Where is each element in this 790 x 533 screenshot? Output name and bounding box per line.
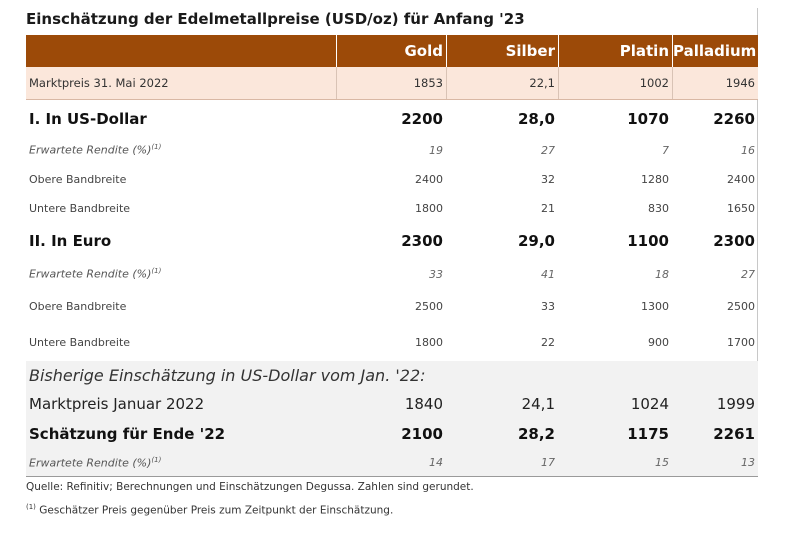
cell-silber: 21 [541,201,555,215]
header-platin: Platin [558,35,672,67]
cell-silber: 41 [541,267,555,281]
row-label: Obere Bandbreite [29,299,127,313]
cell-platin: 1002 [558,67,672,99]
cell-silber: 29,0 [517,232,555,250]
row-label: Untere Bandbreite [29,335,131,349]
cell-platin: 1300 [641,299,669,313]
cell-palladium: 2300 [713,232,755,250]
cell-palladium: 1650 [727,201,755,215]
table-notes [26,476,758,517]
usd-heading-row [26,105,758,133]
prior-estimate-row [26,419,758,449]
eur-upper-row [26,293,758,319]
cell-platin: 900 [648,335,669,349]
cell-platin: 15 [655,456,669,469]
cell-silber: 28,0 [517,110,555,128]
row-label: Erwartete Rendite (%)$^{(1)}$ [29,267,162,281]
eur-lower-row [26,329,758,355]
cell-palladium: 1700 [727,335,755,349]
cell-gold: 14 [429,456,443,469]
source-note: Quelle: Refinitiv; Berechnungen und Einschätzungen Degussa. Zahlen sind gerundet. [26,481,474,493]
cell-platin: 1175 [627,425,669,443]
cell-palladium: 16 [741,143,755,157]
cell-silber: 28,2 [517,425,555,443]
eur-rendite-row [26,261,758,287]
header-silber: Silber [446,35,558,67]
cell-gold: 1800 [415,201,443,215]
row-label: II. In Euro [29,232,112,250]
cell-gold: 2400 [415,172,443,186]
cell-gold: 33 [429,267,443,281]
footnote-mark: (1) [26,503,36,511]
cell-gold: 2500 [415,299,443,313]
header-row [26,35,758,67]
cell-silber: 27 [541,143,555,157]
cell-platin: 830 [648,201,669,215]
cell-gold: 19 [429,143,443,157]
cell-gold: 2100 [401,425,443,443]
cell-platin: 1024 [630,395,669,413]
cell-palladium: 27 [741,267,755,281]
cell-gold: 1853 [336,67,446,99]
eur-heading-row [26,227,758,255]
row-label: Schätzung für Ende '22 [29,425,226,443]
cell-silber: 33 [541,299,555,313]
cell-gold: 2300 [401,232,443,250]
footnote-mark: (1) [151,143,162,152]
cell-silber: 17 [541,456,555,469]
cell-platin: 18 [655,267,669,281]
row-label: Untere Bandbreite [29,201,131,215]
cell-gold: 1840 [404,395,443,413]
prior-market-row [26,389,758,419]
prior-rendite-row [26,449,758,476]
usd-rendite-row [26,137,758,163]
table-title: Einschätzung der Edelmetallpreise (USD/oz) für Anfang '23 [26,8,758,37]
row-label: Erwartete Rendite (%)$^{(1)}$ [29,143,162,157]
header-gold: Gold [336,35,446,67]
row-label: Obere Bandbreite [29,172,127,186]
header-palladium: Palladium [672,35,758,67]
market-price-row [26,67,758,100]
cell-palladium: 1999 [716,395,755,413]
usd-upper-row [26,166,758,192]
cell-silber: 22 [541,335,555,349]
footnote: $^{(1)}$ Geschätzer Preis gegenüber Preis zum Zeitpunkt der Einschätzung. [26,503,394,517]
footnote-mark: (1) [151,455,162,464]
row-label: Marktpreis 31. Mai 2022 [29,76,169,90]
cell-platin: 1070 [627,110,669,128]
row-label: Marktpreis Januar 2022 [29,395,205,413]
cell-palladium: 2400 [727,172,755,186]
footnote-mark: (1) [151,267,162,276]
cell-palladium: 2260 [713,110,755,128]
cell-gold: 2200 [401,110,443,128]
usd-lower-row [26,195,758,221]
row-label: I. In US-Dollar [29,110,147,128]
cell-silber: 22,1 [446,67,558,99]
prior-heading-row [26,361,758,389]
row-label: Bisherige Einschätzung in US-Dollar vom Jan. '22: [29,365,426,385]
cell-silber: 32 [541,172,555,186]
cell-palladium: 2261 [713,425,755,443]
cell-palladium: 13 [741,456,755,469]
cell-platin: 1280 [641,172,669,186]
cell-gold: 1800 [415,335,443,349]
cell-platin: 7 [662,143,669,157]
cell-palladium: 1946 [672,67,758,99]
cell-palladium: 2500 [727,299,755,313]
cell-platin: 1100 [627,232,669,250]
cell-silber: 24,1 [521,395,555,413]
row-label: Erwartete Rendite (%)$^{(1)}$ [29,455,162,470]
